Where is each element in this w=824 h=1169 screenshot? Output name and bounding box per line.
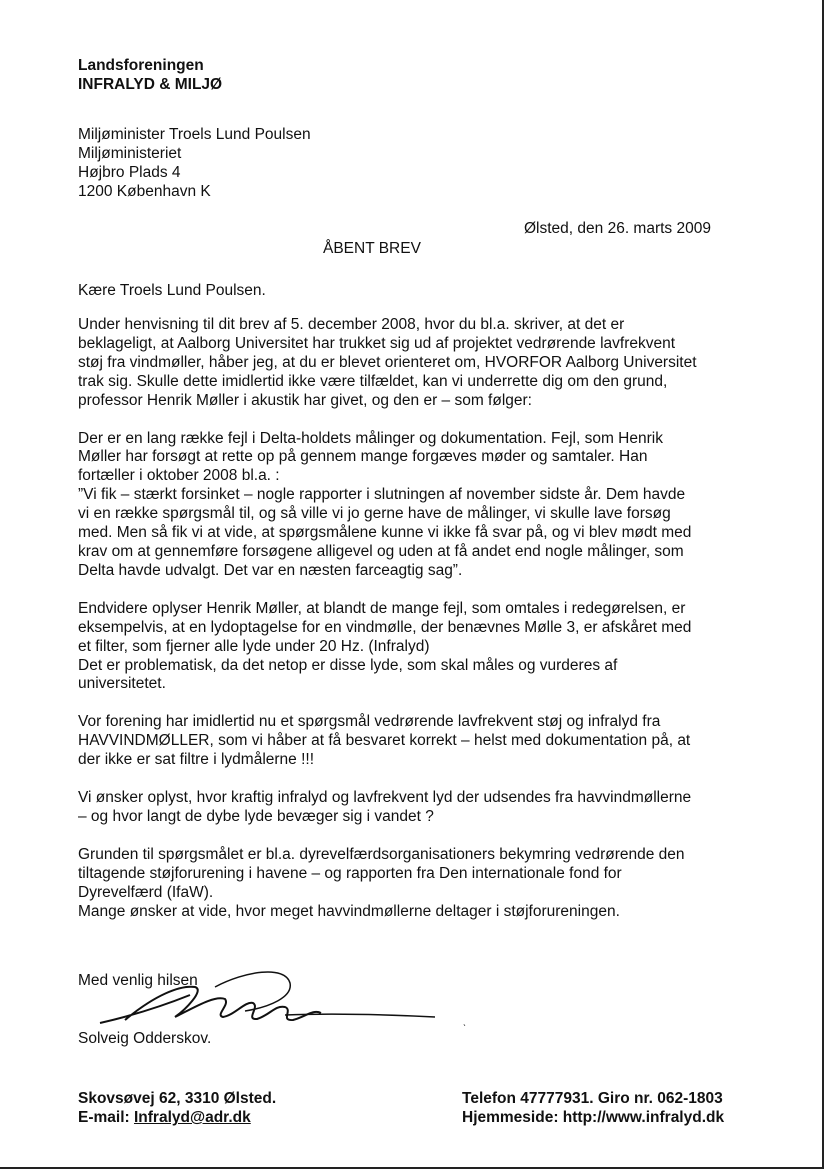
recipient-line: Miljøministeriet xyxy=(78,145,182,162)
text-line: HAVVINDMØLLER, som vi håber at få besvaret korrekt – helst med dokumentation på, at xyxy=(78,732,691,750)
text-line: eksempelvis, at en lydoptagelse for en vindmølle, der benævnes Mølle 3, er afskåret med xyxy=(78,618,692,636)
text-line: universitetet. xyxy=(78,675,166,693)
closing: Med venlig hilsen xyxy=(78,972,198,989)
signer-name: Solveig Odderskov. xyxy=(78,1030,212,1047)
text-line: Grunden til spørgsmålet er bl.a. dyrevelfærdsorganisationers bekymring vedrørende den xyxy=(78,845,685,863)
paragraph xyxy=(78,789,758,827)
text-line: krav om at gennemføre forsøgene alligevel og uden at få andet end nogle målinger, som xyxy=(78,542,684,560)
footer-right xyxy=(462,1089,724,1127)
text-line: Under henvisning til dit brev af 5. december 2008, hvor du bl.a. skriver, at det er xyxy=(78,316,625,333)
footer-email-line xyxy=(78,1108,276,1127)
letter-title: ÅBENT BREV xyxy=(323,240,421,257)
org-name: Landsforeningen xyxy=(78,57,204,74)
text-line: Vor forening har imidlertid nu et spørgsmål vedrørende lavfrekvent støj og infralyd fra xyxy=(78,713,661,731)
text-line: professor Henrik Møller i akustik har givet, og den er – som følger: xyxy=(78,391,532,409)
recipient-address xyxy=(78,125,311,201)
paragraph xyxy=(78,713,758,770)
letter-body xyxy=(78,316,758,940)
text-line: Vi ønsker oplyst, hvor kraftig infralyd og lavfrekvent lyd der udsendes fra havvindmøllerne xyxy=(78,789,692,807)
org-subtitle: INFRALYD & MILJØ xyxy=(78,76,223,93)
recipient-line: Højbro Plads 4 xyxy=(78,164,181,181)
paragraph xyxy=(78,316,758,411)
text-line: Møller har forsøgt at rette op på gennem mange forgæves møder og samtaler. Han xyxy=(78,448,648,466)
text-line: – og hvor langt de dybe lyde bevæger sig i vandet ? xyxy=(78,807,434,825)
text-line: ”Vi fik – stærkt forsinket – nogle rapporter i slutningen af november sidste år. Dem havde xyxy=(78,486,686,504)
text-line: Delta havde udvalgt. Det var en næsten farceagtig sag”. xyxy=(78,561,463,579)
text-line: Dyrevelfærd (IfaW). xyxy=(78,883,214,901)
email-label: E-mail: xyxy=(78,1109,134,1126)
text-line: Der er en lang række fejl i Delta-holdets målinger og dokumentation. Fejl, som Henrik xyxy=(78,429,663,447)
footer-address: Skovsøvej 62, 3310 Ølsted. xyxy=(78,1090,277,1107)
email-link[interactable]: Infralyd@adr.dk xyxy=(133,1109,251,1126)
text-line: beklageligt, at Aalborg Universitet har trukket sig ud af projektet vedrørende lavfrekvent xyxy=(78,334,676,352)
letterhead xyxy=(78,56,222,94)
text-line: Det er problematisk, da det netop er disse lyde, som skal måles og vurderes af xyxy=(78,656,618,674)
recipient-line: Miljøminister Troels Lund Poulsen xyxy=(78,126,311,143)
text-line: trak sig. Skulle dette imidlertid ikke være tilfældet, kan vi underrette dig om den grund, xyxy=(78,372,668,390)
paragraph xyxy=(78,846,758,922)
text-line: støj fra vindmøller, håber jeg, at du er blevet orienteret om, HVORFOR Aalborg Universitet xyxy=(78,353,697,371)
text-line: tiltagende støjforurening i havene – og rapporten fra Den internationale fond for xyxy=(78,864,622,882)
text-line: med. Men så fik vi at vide, at spørgsmålene kunne vi ikke få svar på, og vi blev mødt med xyxy=(78,524,692,542)
text-line: et filter, som fjerner alle lyde under 20 Hz. (Infralyd) xyxy=(78,637,430,655)
paragraph xyxy=(78,430,758,581)
text-line: Endvidere oplyser Henrik Møller, at blandt de mange fejl, som omtales i redegørelsen, er xyxy=(78,599,686,617)
text-line: Mange ønsker at vide, hvor meget havvindmøllerne deltager i støjforureningen. xyxy=(78,902,620,920)
text-line: fortæller i oktober 2008 bl.a. : xyxy=(78,467,280,485)
paragraph xyxy=(78,600,758,695)
text-line: vi en række spørgsmål til, og så ville vi jo gerne have de målinger, vi skulle lave forsøg xyxy=(78,505,671,523)
letter-date: Ølsted, den 26. marts 2009 xyxy=(524,220,711,237)
stray-mark: ˎ xyxy=(463,1016,467,1027)
greeting: Kære Troels Lund Poulsen. xyxy=(78,282,266,299)
footer-homepage[interactable]: Hjemmeside: http://www.infralyd.dk xyxy=(462,1109,725,1126)
footer-phone: Telefon 47777931. Giro nr. 062-1803 xyxy=(462,1090,723,1107)
text-line: der ikke er sat filtre i lydmålerne !!! xyxy=(78,751,315,769)
recipient-line: 1200 København K xyxy=(78,183,211,200)
footer-left xyxy=(78,1089,276,1127)
